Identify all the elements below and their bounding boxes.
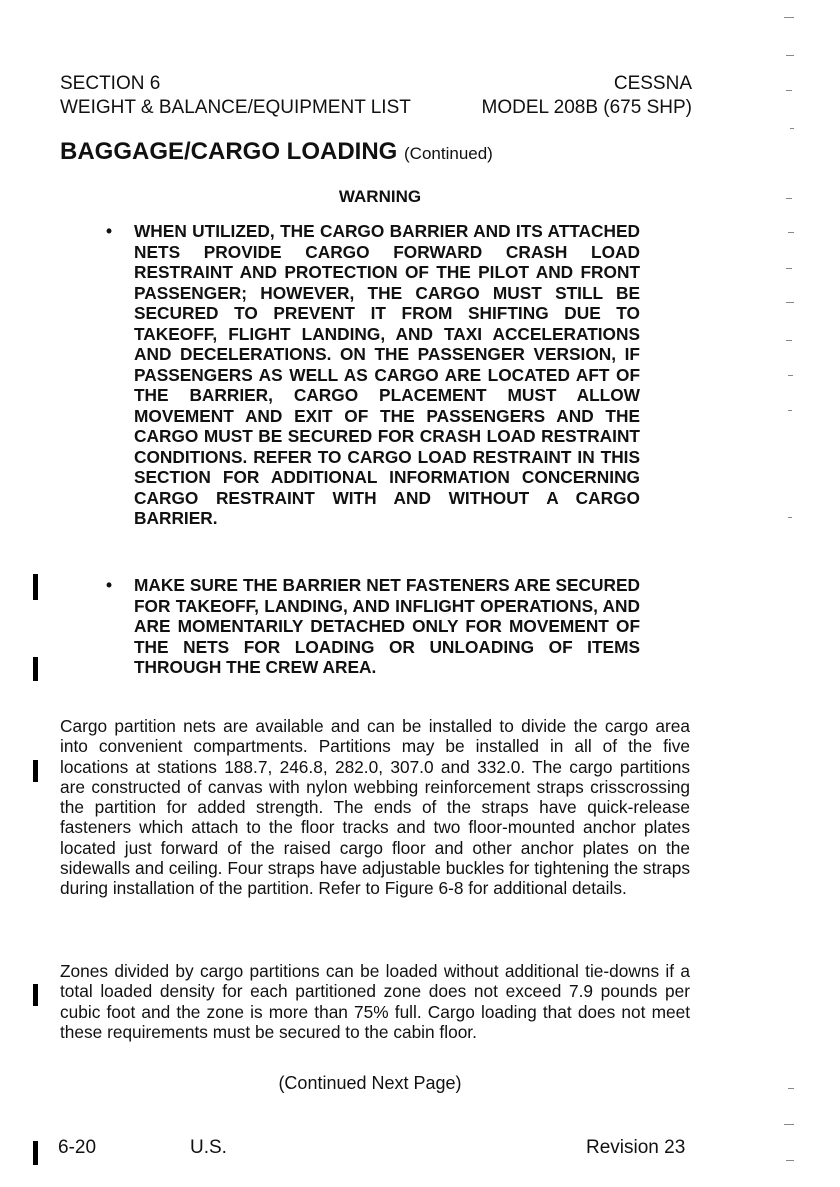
bullet-icon: • [106,221,113,241]
scan-mark [786,302,794,303]
bullet-icon: • [106,575,113,595]
revision-change-bar [33,657,38,681]
footer-region: U.S. [190,1137,227,1158]
section-label: SECTION 6 [60,73,161,94]
revision-change-bar [33,574,38,600]
scan-mark [786,90,792,91]
model-label: MODEL 208B (675 SHP) [481,97,692,118]
scan-mark [788,410,792,411]
revision-change-bar [33,760,38,782]
footer-page-number: 6-20 [58,1137,97,1158]
scan-mark [786,55,794,56]
section-title-label: WEIGHT & BALANCE/EQUIPMENT LIST [60,97,411,118]
scan-mark [786,268,792,269]
footer-revision: Revision 23 [586,1137,686,1158]
manufacturer-label: CESSNA [613,73,692,94]
scan-mark [788,517,792,518]
scan-mark [788,232,794,233]
scan-mark [786,340,792,341]
scan-mark [784,17,794,18]
header-row-2 [60,97,692,119]
warning-title: WARNING [338,187,422,206]
page-title-suffix: (Continued) [404,144,493,163]
body-paragraph: Zones divided by cargo partitions can be loaded without additional tie-downs if a total loaded density for each partitioned zone does not exceed 7.9 pounds per cubic foot and the zone is more than 75% full. Cargo loading that does not meet these requirements must be secured to the cabin floor. [60,961,690,1042]
scan-mark [788,375,793,376]
scan-mark [786,1160,794,1161]
scan-mark [788,1088,794,1089]
scan-mark [784,1124,794,1125]
continued-notice: (Continued Next Page) [278,1073,462,1093]
scan-mark [790,128,794,129]
warning-item-text: MAKE SURE THE BARRIER NET FASTENERS ARE SECURED FOR TAKEOFF, LANDING, AND INFLIGHT OPERATIONS, AND ARE MOMENTARILY DETACHED ONLY FOR MOVEMENT OF THE NETS FOR LOADING OR UNLOADING OF ITEMS THROUGH THE CREW AREA. [134,575,640,677]
revision-change-bar [33,1141,38,1165]
scan-mark [786,198,792,199]
revision-change-bar [33,984,38,1006]
warning-item [106,575,640,678]
page-title [60,137,493,169]
page-title-main: BAGGAGE/CARGO LOADING [60,138,398,165]
header-row-1 [60,73,692,95]
warning-item [106,221,640,529]
body-paragraph: Cargo partition nets are available and can be installed to divide the cargo area into convenient compartments. Partitions may be installed in all of the five locations at stations 188.7, 246.8, 282.0, 307.0 and 332.0. The cargo partitions are constructed of canvas with nylon webbing reinforcement straps crisscrossing the partition for added strength. The ends of the straps have quick-release fasteners which attach to the floor tracks and two floor-mounted anchor plates located just forward of the raised cargo floor and other anchor plates on the sidewalls and ceiling. Four straps have adjustable buckles for tightening the straps during installation of the partition. Refer to Figure 6-8 for additional details. [60,716,690,899]
warning-item-text: WHEN UTILIZED, THE CARGO BARRIER AND ITS ATTACHED NETS PROVIDE CARGO FORWARD CRASH LOAD RESTRAINT AND PROTECTION OF THE PILOT AND FRONT PASSENGER; HOWEVER, THE CARGO MUST STILL BE SECURED TO PREVENT IT FROM SHIFTING DUE TO TAKEOFF, FLIGHT LANDING, AND TAXI ACCELERATIONS AND DECELERATIONS. ON THE PASSENGER VERSION, IF PASSENGERS AS WELL AS CARGO ARE LOCATED AFT OF THE BARRIER, CARGO PLACEMENT MUST ALLOW MOVEMENT AND EXIT OF THE PASSENGERS AND THE CARGO MUST BE SECURED FOR CRASH LOAD RESTRAINT CONDITIONS. REFER TO CARGO LOAD RESTRAINT IN THIS SECTION FOR ADDITIONAL INFORMATION CONCERNING CARGO RESTRAINT WITH AND WITHOUT A CARGO BARRIER. [134,221,640,528]
